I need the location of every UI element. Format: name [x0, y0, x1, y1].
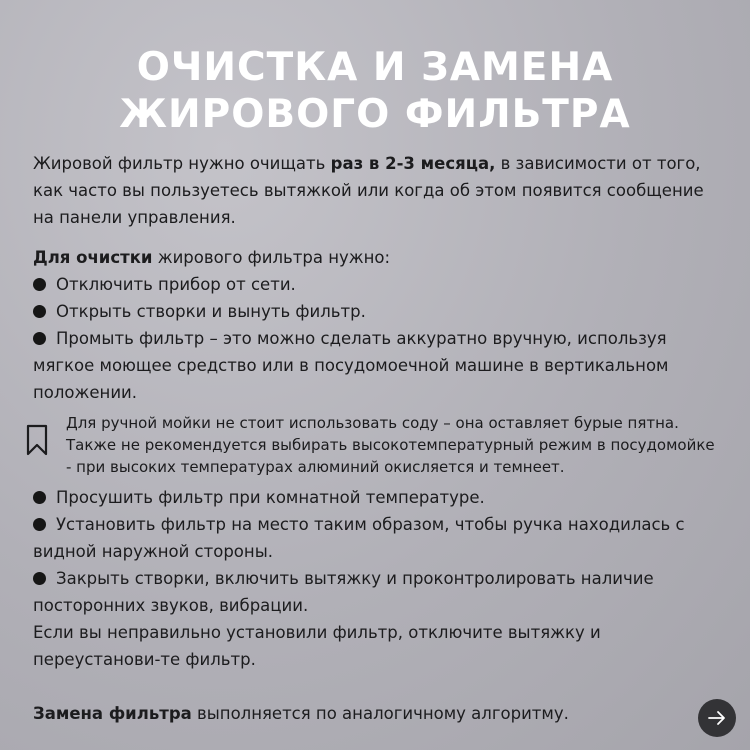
list-item — [33, 484, 723, 511]
page-title — [0, 44, 750, 138]
list-item-text: Промыть фильтр – это можно сделать аккуратно вручную, используя мягкое моющее средство или в посудомоечной машине в вертикальном положении. — [33, 329, 669, 402]
content — [33, 150, 723, 727]
warning-paragraph: Если вы неправильно установили фильтр, отключите вытяжку и переустанови-те фильтр. — [33, 623, 601, 669]
bookmark-icon — [25, 424, 49, 456]
bullet-icon — [33, 572, 46, 585]
list-item-text: Установить фильтр на место таким образом, чтобы ручка находилась с видной наружной стороны. — [33, 515, 685, 561]
bullet-icon — [33, 278, 46, 291]
intro-text-2: в зависимости от того, как часто вы пользуетесь вытяжкой или когда об этом появится сообщение на панели управления. — [33, 154, 704, 227]
list-item — [33, 298, 723, 325]
list-item — [33, 325, 723, 406]
next-button[interactable] — [698, 699, 736, 737]
intro-highlight: раз в 2-3 месяца, — [330, 154, 496, 173]
replacement-bold: Замена фильтра — [33, 704, 192, 723]
list-item — [33, 565, 723, 619]
intro-paragraph — [33, 150, 723, 231]
bullet-icon — [33, 518, 46, 531]
note-block — [33, 412, 723, 478]
list-item — [33, 271, 723, 298]
title-line-1: ОЧИСТКА И ЗАМЕНА — [136, 45, 614, 90]
note-text: Для ручной мойки не стоит использовать соду – она оставляет бурые пятна. Также не рекомендуется выбирать высокотемпературный режим в посудомойке - при высоких температурах алюминий окисляется и темнеет. — [66, 414, 715, 476]
cleaning-lead — [33, 244, 723, 271]
list-item-text: Отключить прибор от сети. — [56, 275, 296, 294]
bullet-icon — [33, 491, 46, 504]
replacement-text: выполняется по аналогичному алгоритму. — [191, 704, 569, 723]
arrow-right-icon — [707, 708, 727, 728]
list-item-text: Просушить фильтр при комнатной температуре. — [56, 488, 485, 507]
bullet-icon — [33, 305, 46, 318]
list-item-text: Закрыть створки, включить вытяжку и проконтролировать наличие посторонних звуков, вибрации. — [33, 569, 654, 615]
cleaning-lead-bold: Для очистки — [33, 248, 153, 267]
intro-text-1: Жировой фильтр нужно очищать — [33, 154, 331, 173]
bullet-icon — [33, 332, 46, 345]
list-item-text: Открыть створки и вынуть фильтр. — [56, 302, 366, 321]
cleaning-lead-text: жирового фильтра нужно: — [152, 248, 391, 267]
title-line-2: ЖИРОВОГО ФИЛЬТРА — [119, 92, 631, 137]
replacement-paragraph — [33, 700, 723, 727]
list-item — [33, 511, 723, 565]
